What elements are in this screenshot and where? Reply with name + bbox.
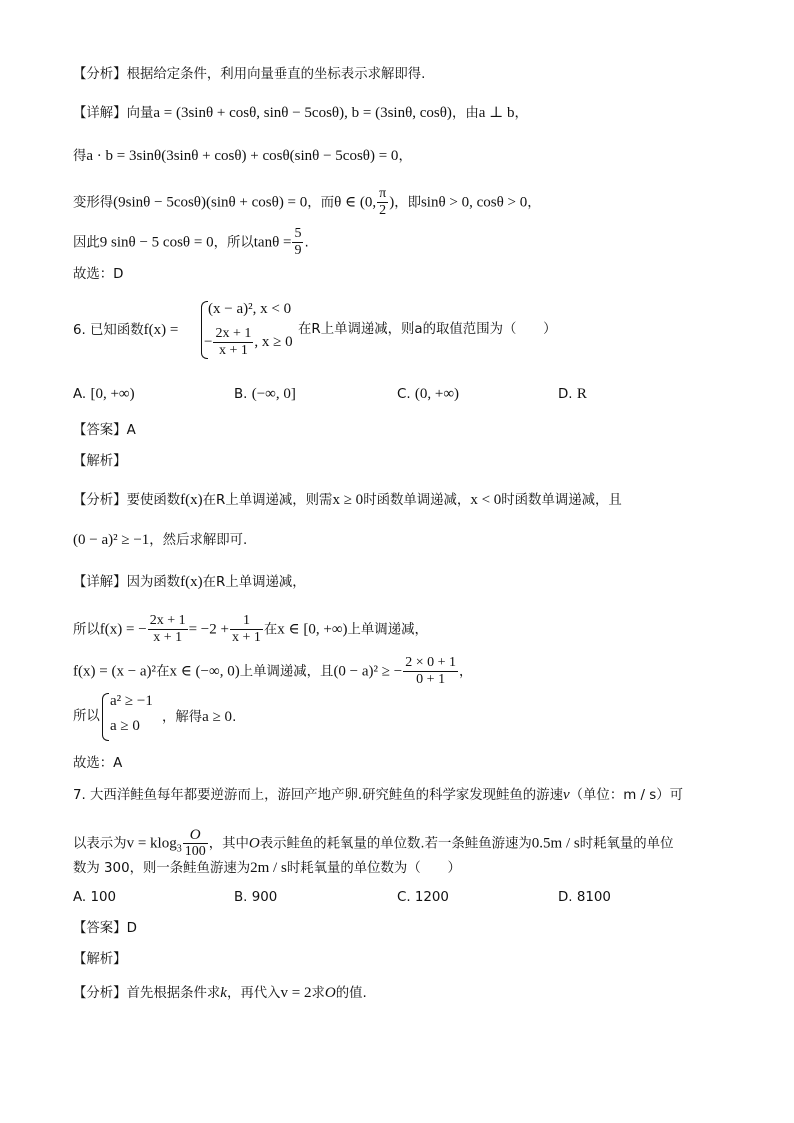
question-text: 已知函数 [90,323,144,338]
detail-text: 因此 [73,235,100,251]
detail-text: ，而 [307,195,335,211]
detail-text: ，由 [451,106,479,121]
oxygen-variable: O [248,835,260,852]
option-label: D. [558,890,573,905]
option-value: R [576,386,587,402]
detail-text: ， [398,149,412,164]
detail-text: ， [459,664,473,680]
paren-close: ) [389,194,395,211]
solution-formula: a ≥ 0 [202,709,233,725]
fraction-denominator: x + 1 [231,630,261,645]
detail-text: 上单调递减，且 [239,664,334,680]
analysis-text: 时函数单调递减，且 [501,493,622,508]
sin-cos-positive-formula: sinθ > 0, cosθ > 0 [420,194,528,211]
detail-text: 因为函数 [126,575,181,590]
x-lt-0-formula: x < 0 [470,492,502,508]
q6-stem-prefix [73,320,178,341]
fraction-denominator: 0 + 1 [416,672,446,687]
detail-text: 所以 [73,622,100,638]
piecewise-fraction [213,326,253,359]
q6-stem-suffix: 在R上单调递减，则a的取值范围为（ ） [298,322,557,337]
option-value: 1200 [414,890,449,905]
factored-formula: (9sinθ − 5cosθ)(sinθ + cosθ) = 0 [113,194,308,211]
detail-text: 变形得 [73,195,114,211]
system-case-1: a² ≥ −1 [110,693,153,709]
question-text: 以表示为 [73,836,127,852]
option-label: B. [234,387,248,402]
q7-option-d [558,888,611,908]
q5-analysis-line [73,65,425,85]
q5-detail-line-1 [73,103,528,124]
option-label: D. [558,387,573,402]
analysis-text: 时函数单调递减， [363,493,471,508]
detail-tag: 【详解】 [73,106,127,121]
option-label: A. [73,387,87,402]
fraction-denominator: 9 [294,243,302,258]
fx-square-formula: f(x) = (x − a)² [73,663,157,680]
speed-variable: v [562,787,570,803]
question-text: 表示鲑鱼的耗氧量的单位数.若一条鲑鱼游速为 [259,836,532,852]
analysis-text: 求 [311,986,325,1001]
q7-stem-line-1 [73,785,683,806]
system-case-2: a ≥ 0 [110,718,140,734]
analysis-tag: 【分析】 [73,67,127,82]
log-base: 3 [176,843,182,855]
option-value: 900 [251,890,278,905]
q6-detail-line-3 [73,655,472,688]
system-brace [102,693,109,741]
option-value: (−∞, 0] [251,386,296,402]
option-value: 8100 [576,890,611,905]
analysis-text: ，再代入 [226,986,281,1001]
option-label: B. [234,890,248,905]
fraction-denominator: 100 [184,844,206,859]
detail-text: ，即 [394,195,421,211]
detail-text: . [232,710,237,725]
q6-final-answer: 故选：A [73,756,123,771]
detail-tag: 【详解】 [73,575,127,590]
q7-analysis-line [73,983,367,1004]
inequality-formula: (0 − a)² ≥ −1 [73,532,150,548]
analysis-text: 根据给定条件，利用向量垂直的坐标表示求解即得. [126,67,426,82]
piecewise-case-2 [204,326,293,359]
continuity-fraction [403,655,458,688]
q6-analysis-line-2 [73,530,247,551]
detail-text: 在 [263,622,278,638]
q7-stem-line-2 [73,827,673,860]
dot-product-formula: a · b = 3sinθ(3sinθ + cosθ) + cosθ(sinθ − 5cosθ) = 0 [86,148,399,164]
fraction-numerator: 2 × 0 + 1 [405,655,457,670]
detail-text: ， [514,106,528,121]
analysis-text: 的值. [335,986,367,1001]
interval-formula: x ∈ (−∞, 0) [169,663,240,680]
q7-solution-heading: 【解析】 [73,952,127,967]
q6-detail-line-4-prefix: 所以 [73,709,100,724]
q6-option-a [73,384,135,405]
question-text: 数为 300，则一条鲑鱼游速为 [73,861,251,876]
analysis-text: 首先根据条件求 [126,986,221,1001]
vector-definition-formula: a = (3sinθ + cosθ, sinθ − 5cosθ), b = (3sinθ, cosθ) [153,105,452,121]
answer-tag: 【答案】 [73,423,127,438]
q7-option-c [397,888,449,908]
detail-text: ，所以 [213,235,254,251]
detail-text: 上单调递减， [347,622,428,638]
piecewise-case-1: (x − a)², x < 0 [208,301,292,317]
q5-detail-line-4 [73,226,309,259]
function-name-formula: f(x) = [143,322,179,338]
q6-option-c [397,384,459,405]
speed-value: 0.5m / s [531,835,580,852]
k-variable: k [220,985,227,1001]
question-text: （单位：m / s）可 [569,788,684,803]
q5-detail-line-3 [73,186,541,219]
fraction-2x-plus-1 [148,613,188,646]
detail-text: 得 [73,149,87,164]
fraction-numerator: π [379,186,387,201]
q6-analysis-line-1 [73,490,622,511]
fraction-denominator: x + 1 [153,630,183,645]
detail-text: 向量 [126,106,154,121]
fraction-numerator: O [183,827,208,844]
fx-formula: f(x) [180,574,203,590]
q6-detail-line-4-suffix [162,707,236,728]
perpendicular-formula: a ⊥ b [478,105,515,121]
option-label: C. [397,387,411,402]
option-label: C. [397,890,411,905]
detail-text: . [304,235,309,251]
five-ninths-fraction [292,226,303,259]
question-text: 大西洋鲑鱼每年都要逆游而上，游回产地产卵.研究鲑鱼的科学家发现鲑鱼的游速 [90,788,563,803]
q6-solution-heading: 【解析】 [73,454,127,469]
fraction-numerator: 2x + 1 [215,326,252,341]
fraction-numerator: 2x + 1 [149,613,186,628]
oxygen-fraction [183,827,208,860]
equals-formula: = −2 + [188,621,229,638]
answer-value: D [126,921,137,936]
pi-over-2-fraction [377,186,388,219]
question-text: 时耗氧量的单位 [579,836,674,852]
detail-text: ， [527,195,541,211]
condition: , x ≥ 0 [254,333,293,350]
tan-formula: tanθ = [253,234,292,251]
analysis-text: ，然后求解即可. [149,533,248,548]
analysis-tag: 【分析】 [73,493,127,508]
fraction-numerator: 1 [230,613,263,630]
answer-tag: 【答案】 [73,921,127,936]
fraction-denominator: 2 [379,203,387,218]
fraction-numerator: 5 [294,226,302,241]
oxygen-variable: O [324,985,336,1001]
x-ge-0-formula: x ≥ 0 [332,492,364,508]
fraction-denominator: x + 1 [218,343,248,358]
minus-sign: − [204,333,213,350]
v-equals-2-formula: v = 2 [280,985,312,1001]
q7-stem-line-3 [73,858,461,879]
option-value: 100 [90,890,117,905]
q6-option-d [558,384,587,405]
inequality-formula: (0 − a)² ≥ − [333,663,403,680]
question-number: 7. [73,788,86,803]
detail-text: 在R上单调递减， [202,575,306,590]
equation-formula: 9 sinθ − 5 cosθ = 0 [99,234,214,251]
fx-rewrite-formula: f(x) = − [99,621,147,638]
q5-detail-line-2 [73,146,412,167]
answer-value: A [126,423,136,438]
question-number: 6. [73,323,86,338]
option-label: A. [73,890,87,905]
q7-answer [73,919,137,939]
detail-text: ，解得 [162,710,203,725]
q6-detail-line-2 [73,613,428,646]
q6-option-b [234,384,296,405]
q7-option-a [73,888,116,908]
theta-range-formula: θ ∈ (0, [334,194,377,211]
q6-detail-line-1 [73,572,306,593]
question-text: 时耗氧量的单位数为（ ） [286,861,461,876]
option-value: (0, +∞) [414,386,460,402]
speed-value: 2m / s [250,860,287,876]
speed-formula: v = klog [126,835,177,852]
option-value: [0, +∞) [90,386,135,402]
question-text: ，其中 [208,836,249,852]
analysis-text: 在R上单调递减，则需 [202,493,333,508]
q5-final-answer: 故选：D [73,267,124,282]
analysis-tag: 【分析】 [73,986,127,1001]
interval-formula: x ∈ [0, +∞) [277,621,348,638]
q7-option-b [234,888,277,908]
fx-formula: f(x) [180,492,203,508]
detail-text: 在 [156,664,170,680]
q6-answer [73,421,136,441]
analysis-text: 要使函数 [126,493,181,508]
fraction-1-over-x-plus-1 [230,613,263,646]
